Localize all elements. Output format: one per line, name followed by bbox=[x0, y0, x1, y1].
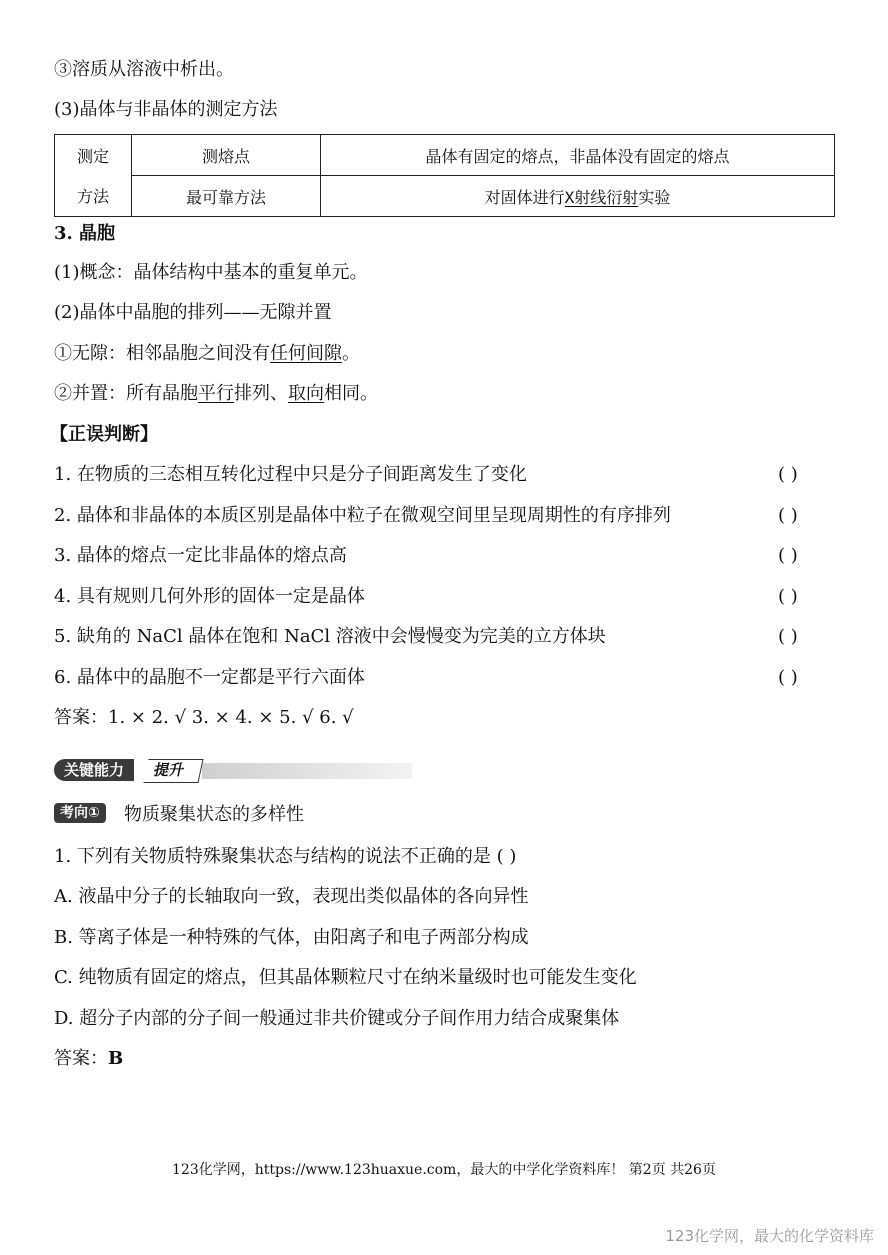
direction-title: 物质聚集状态的多样性 bbox=[124, 804, 304, 825]
judge-item-5: 5. 缺角的 NaCl 晶体在饱和 NaCl 溶液中会慢慢变为完美的立方体块 bbox=[54, 626, 606, 647]
desc-cell: 晶体有固定的熔点，非晶体没有固定的熔点 bbox=[321, 135, 835, 176]
table-row bbox=[55, 135, 835, 176]
no-gap-line bbox=[54, 342, 360, 366]
method-cell: 测熔点 bbox=[132, 135, 321, 176]
no-gap-pre: ①无隙：相邻晶胞之间没有 bbox=[54, 343, 270, 364]
option-c: C. 纯物质有固定的熔点，但其晶体颗粒尺寸在纳米量级时也可能发生变化 bbox=[54, 967, 637, 988]
parallel-post: 相同。 bbox=[324, 383, 378, 404]
table-row bbox=[55, 176, 835, 217]
cell-title: 3. 晶胞 bbox=[54, 223, 116, 244]
judge-item-3: 3. 晶体的熔点一定比非晶体的熔点高 bbox=[54, 545, 347, 566]
answer-blank[interactable]: ( ) bbox=[778, 505, 798, 526]
section-3-title: (3)晶体与非晶体的测定方法 bbox=[54, 99, 278, 120]
parallel-pre: ②并置：所有晶胞 bbox=[54, 383, 198, 404]
parallel-underlined-2: 取向 bbox=[288, 383, 324, 404]
direction-tag: 考向① bbox=[54, 803, 106, 823]
banner-fade bbox=[202, 763, 412, 779]
watermark: 123化学网，最大的化学资料库 bbox=[665, 1227, 874, 1245]
answer-blank[interactable]: ( ) bbox=[778, 464, 798, 485]
answer-blank[interactable]: ( ) bbox=[778, 545, 798, 566]
option-a: A. 液晶中分子的长轴取向一致，表现出类似晶体的各向异性 bbox=[54, 886, 529, 907]
desc-pre: 对固体进行 bbox=[484, 187, 565, 207]
answer-value: B bbox=[108, 1048, 124, 1069]
desc-cell bbox=[321, 176, 835, 217]
method-cell: 最可靠方法 bbox=[132, 176, 321, 217]
parallel-line bbox=[54, 382, 378, 406]
cell-arrangement: (2)晶体中晶胞的排列——无隙并置 bbox=[54, 302, 332, 323]
measurement-table bbox=[54, 134, 835, 217]
parallel-mid: 排列、 bbox=[234, 383, 288, 404]
item-3: ③溶质从溶液中析出。 bbox=[54, 59, 234, 80]
answer-blank[interactable]: ( ) bbox=[778, 586, 798, 607]
judge-item-6: 6. 晶体中的晶胞不一定都是平行六面体 bbox=[54, 667, 365, 688]
key-ability-label: 关键能力 bbox=[54, 759, 134, 781]
parallel-underlined-1: 平行 bbox=[198, 383, 234, 404]
row-label-top: 测定 bbox=[55, 135, 132, 176]
cell-concept: (1)概念：晶体结构中基本的重复单元。 bbox=[54, 262, 368, 283]
no-gap-underlined: 任何间隙 bbox=[270, 343, 342, 364]
row-label-bottom: 方法 bbox=[55, 176, 132, 217]
answer-label: 答案： bbox=[54, 1048, 108, 1069]
answer-blank[interactable]: ( ) bbox=[778, 667, 798, 688]
option-d: D. 超分子内部的分子间一般通过非共价键或分子间作用力结合成聚集体 bbox=[54, 1008, 620, 1029]
judge-item-1: 1. 在物质的三态相互转化过程中只是分子间距离发生了变化 bbox=[54, 464, 527, 485]
desc-post: 实验 bbox=[638, 187, 671, 207]
judge-item-4: 4. 具有规则几何外形的固体一定是晶体 bbox=[54, 586, 365, 607]
question-answer bbox=[54, 1047, 123, 1071]
question-stem: 1. 下列有关物质特殊聚集状态与结构的说法不正确的是 ( ) bbox=[54, 846, 517, 867]
judge-item-2: 2. 晶体和非晶体的本质区别是晶体中粒子在微观空间里呈现周期性的有序排列 bbox=[54, 505, 671, 526]
no-gap-post: 。 bbox=[342, 343, 360, 364]
option-b: B. 等离子体是一种特殊的气体，由阳离子和电子两部分构成 bbox=[54, 927, 529, 948]
key-ability-suffix: 提升 bbox=[143, 759, 203, 783]
page-footer: 123化学网，https://www.123huaxue.com，最大的中学化学资料库！ 第2页 共26页 bbox=[172, 1162, 716, 1178]
judge-title: 【正误判断】 bbox=[50, 424, 158, 445]
answer-blank[interactable]: ( ) bbox=[778, 626, 798, 647]
desc-underlined: X射线衍射 bbox=[564, 187, 639, 207]
judge-answer: 答案：1. × 2. √ 3. × 4. × 5. √ 6. √ bbox=[54, 707, 354, 728]
key-ability-banner bbox=[54, 759, 414, 781]
